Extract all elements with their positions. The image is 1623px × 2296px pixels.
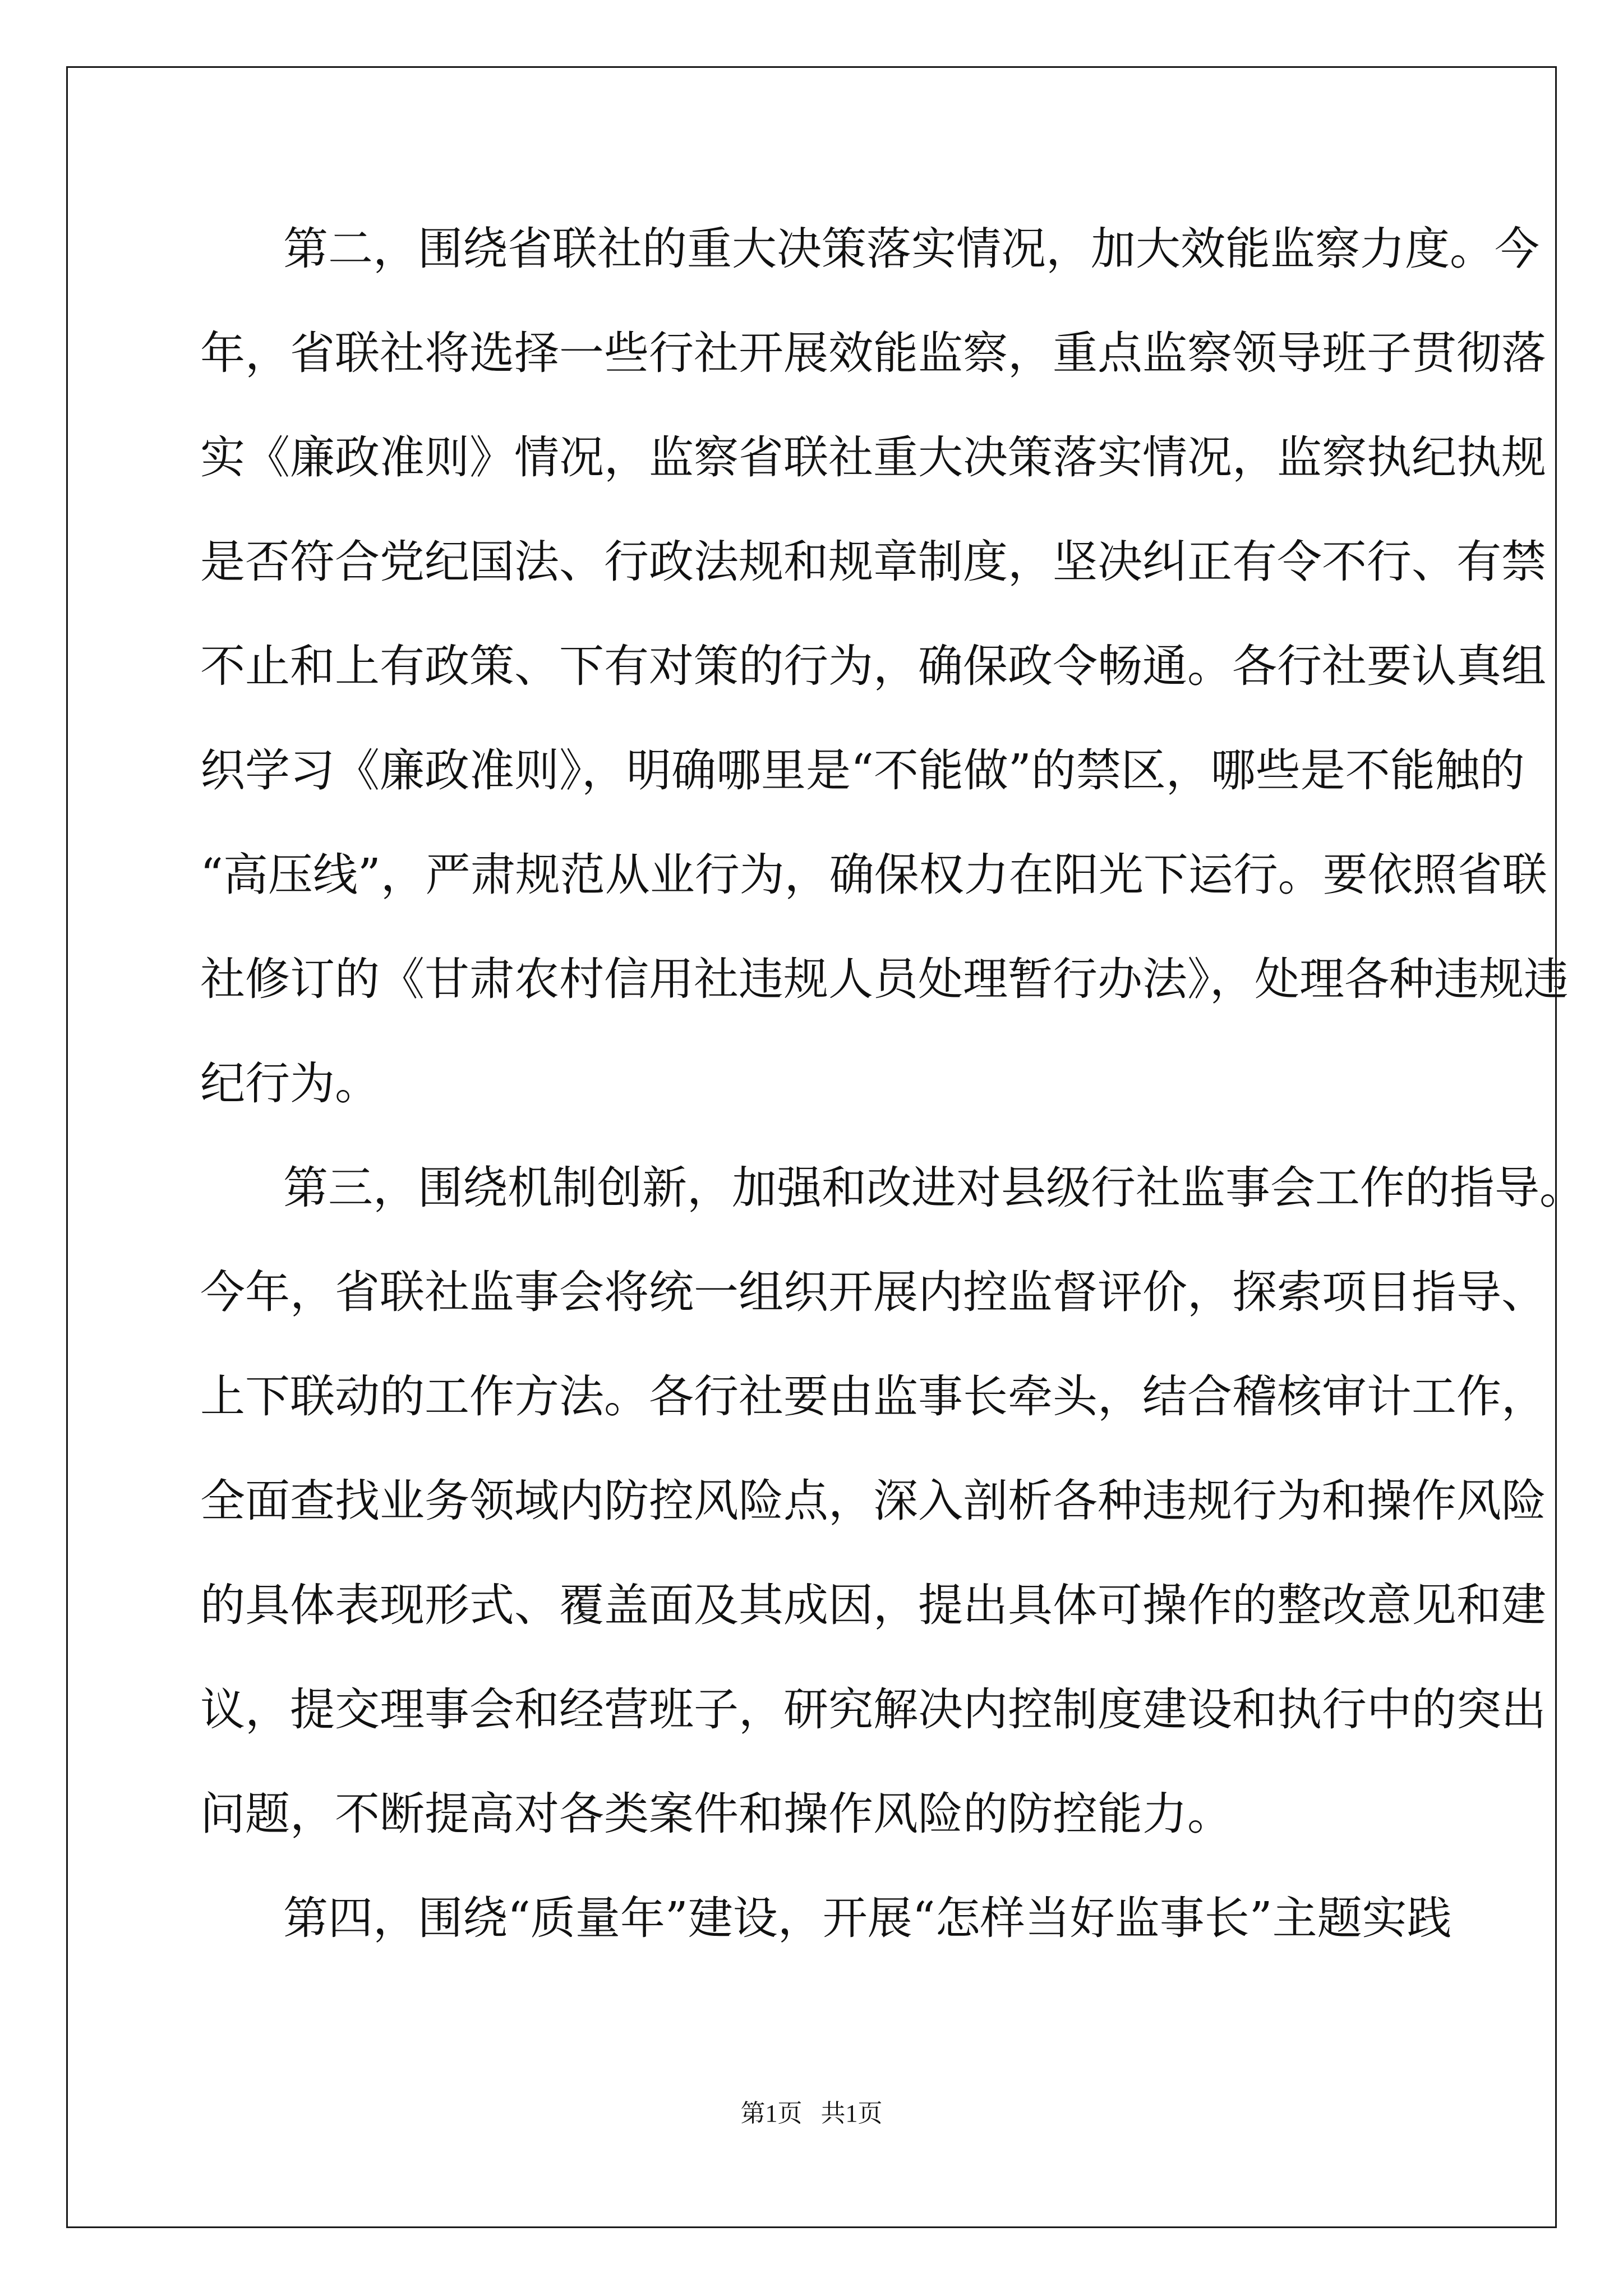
paragraph-2-line-2: 年，省联社将选择一些行社开展效能监察，重点监察领导班子贯彻落	[200, 327, 1546, 379]
paragraph-2-line-3: 实《廉政准则》情况，监察省联社重大决策落实情况，监察执纪执规	[200, 431, 1546, 484]
paragraph-2-line-8: 社修订的《甘肃农村信用社违规人员处理暂行办法》，处理各种违规违	[200, 953, 1569, 1005]
paragraph-3-line-4: 全面查找业务领域内防控风险点，深入剖析各种违规行为和操作风险	[200, 1475, 1546, 1527]
paragraph-3-line-6: 议，提交理事会和经营班子，研究解决内控制度建设和执行中的突出	[200, 1683, 1546, 1736]
paragraph-2-line-6: 织学习《廉政准则》，明确哪里是“不能做”的禁区，哪些是不能触的	[200, 744, 1525, 797]
paragraph-3-line-2: 今年，省联社监事会将统一组织开展内控监督评价，探索项目指导、	[200, 1266, 1546, 1318]
paragraph-3-line-7: 问题，不断提高对各类案件和操作风险的防控能力。	[200, 1788, 1232, 1840]
paragraph-2-line-4: 是否符合党纪国法、行政法规和规章制度，坚决纠正有令不行、有禁	[200, 536, 1546, 588]
paragraph-2-line-5: 不止和上有政策、下有对策的行为，确保政令畅通。各行社要认真组	[200, 640, 1546, 692]
paragraph-2-line-9: 纪行为。	[200, 1057, 380, 1110]
paragraph-2-line-7: “高压线”，严肃规范从业行为，确保权力在阳光下运行。要依照省联	[200, 849, 1547, 901]
paragraph-3-line-3: 上下联动的工作方法。各行社要由监事长牵头，结合稽核审计工作，	[200, 1370, 1546, 1423]
paragraph-4-line-1: 第四，围绕“质量年”建设，开展“怎样当好监事长”主题实践	[283, 1892, 1452, 1944]
page-number-footer: 第1页 共1页	[740, 2100, 883, 2127]
paragraph-3-line-5: 的具体表现形式、覆盖面及其成因，提出具体可操作的整改意见和建	[200, 1579, 1546, 1631]
paragraph-3-line-1: 第三，围绕机制创新，加强和改进对县级行社监事会工作的指导。	[283, 1162, 1584, 1214]
paragraph-2-line-1: 第二，围绕省联社的重大决策落实情况，加大效能监察力度。今	[283, 223, 1539, 275]
